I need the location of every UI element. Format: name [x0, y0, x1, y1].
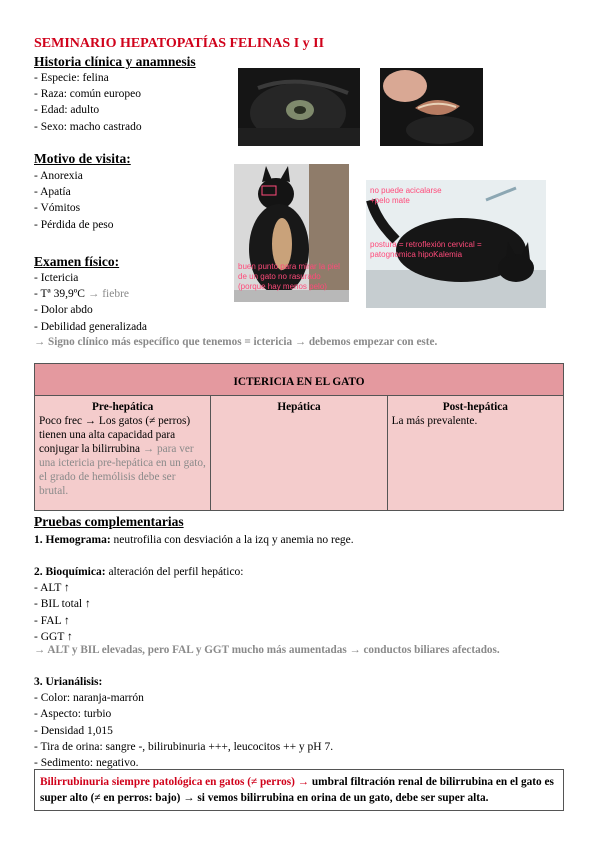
exam-temp: - Tª 39,9ºC [34, 288, 88, 301]
history-item: - Raza: común europeo [34, 88, 141, 101]
history-heading: Historia clínica y anamnesis [34, 54, 196, 69]
hepatic-cell [211, 396, 387, 511]
prehepatic-text [39, 414, 206, 498]
visit-heading: Motivo de visita: [34, 151, 131, 166]
tests-heading: Pruebas complementarias [34, 514, 184, 529]
biochem-item: - GGT ↑ [34, 630, 73, 643]
exam-note: → Signo clínico más específico que tenemos = ictericia → debemos empezar con este. [34, 336, 438, 348]
hepatic-title: Hepática [277, 401, 321, 413]
photo-caption-grooming: no puede acicalarse +pelo mate [370, 186, 442, 205]
exam-heading: Examen físico: [34, 254, 120, 269]
urinalysis-item: - Densidad 1,015 [34, 724, 113, 737]
prehepatic-title: Pre-hepática [92, 401, 154, 413]
exam-item [34, 286, 147, 302]
conclusion-box [34, 769, 564, 811]
visit-list [34, 168, 114, 233]
exam-list [34, 270, 147, 335]
posthepatic-text: La más prevalente. [391, 415, 478, 427]
document-title: SEMINARIO HEPATOPATÍAS FELINAS I y II [34, 36, 325, 51]
urinalysis-item: - Color: naranja-marrón [34, 692, 144, 705]
history-item: - Edad: adulto [34, 104, 100, 117]
posthepatic-cell [387, 396, 563, 511]
hemogram-label: 1. Hemograma: [34, 534, 111, 546]
cat-mouth-photo [380, 68, 483, 146]
history-item: - Especie: felina [34, 72, 109, 84]
exam-item: - Ictericia [34, 272, 79, 284]
urinalysis-item: - Tira de orina: sangre -, bilirubinuria +++, leucocitos ++ y pH 7. [34, 740, 334, 753]
biochem-label: 2. Bioquímica: [34, 566, 106, 578]
biochem-note: → ALT y BIL elevadas, pero FAL y GGT mucho más aumentadas → conductos biliares afectados. [34, 644, 500, 656]
biochem-text: alteración del perfil hepático: [105, 566, 244, 578]
exam-item: - Dolor abdo [34, 304, 93, 317]
hemogram-line [34, 532, 354, 548]
posthepatic-title: Post-hepática [442, 401, 508, 413]
photo-caption-skin: buen punto para mirar la piel de un gato no rasurado (porque hay menos pelo) [238, 262, 340, 291]
biochem-item: - FAL ↑ [34, 614, 70, 627]
prehepatic-note: → para ver una ictericia pre-hepática en un gato, el grado de hemólisis debe ser brutal. [39, 443, 206, 497]
conclusion-red: Bilirrubinuria siempre patológica en gatos (≠ perros) → [40, 776, 310, 788]
cat-eye-photo [238, 68, 360, 146]
jaundice-table-header: ICTERICIA EN EL GATO [35, 364, 564, 396]
biochem-list [34, 564, 244, 645]
urinalysis-label: 3. Urianálisis: [34, 676, 103, 688]
biochem-item: - BIL total ↑ [34, 598, 91, 611]
jaundice-table [34, 363, 564, 511]
history-item: - Sexo: macho castrado [34, 120, 142, 133]
conclusion-text: umbral filtración renal de bilirrubina en el gato es super alto (≠ en perros: bajo) → si vemos bilirrubina en orina de un gato, debe ser super alta. [40, 776, 554, 804]
exam-temp-note: → fiebre [87, 288, 130, 301]
biochem-item: - ALT ↑ [34, 582, 70, 595]
hemogram-text: neutrofilia con desviación a la izq y anemia no rege. [110, 534, 354, 546]
visit-item: - Apatía [34, 186, 71, 199]
urinalysis-list [34, 674, 333, 771]
urinalysis-item: - Sedimento: negativo. [34, 757, 139, 770]
urinalysis-item: - Aspecto: turbio [34, 708, 112, 721]
prehepatic-cell [35, 396, 211, 511]
visit-item: - Anorexia [34, 170, 83, 182]
prehepatic-main: Poco frec → Los gatos (≠ perros) tienen una alta capacidad para conjugar la bilirrubina [39, 415, 191, 455]
photo-caption-posture: postura = retroflexión cervical = patognomica hipoKalemia [370, 240, 482, 259]
visit-item: - Pérdida de peso [34, 218, 114, 231]
history-list [34, 70, 142, 135]
visit-item: - Vómitos [34, 202, 81, 215]
exam-item: - Debilidad generalizada [34, 320, 148, 333]
